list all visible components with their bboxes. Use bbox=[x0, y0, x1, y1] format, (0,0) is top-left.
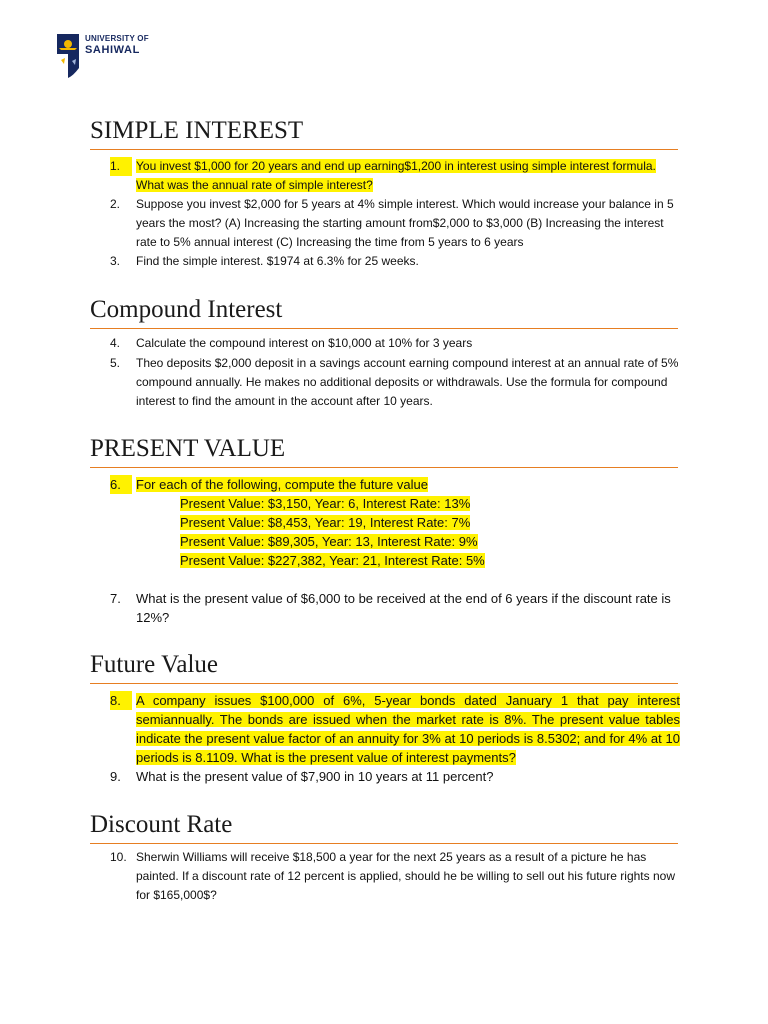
question-text: A company issues $100,000 of 6%, 5-year bonds dated January 1 that pay interest semiannually. The bonds are issued when the market rate is 8%. The present value tables indicate the present value factor of an annuity for 3% at 10 periods is 8.5302; and for 4% at 10 periods is 8.1109. What is the present value of interest payments? bbox=[136, 693, 680, 765]
question-1 bbox=[110, 157, 680, 195]
question-number: 1. bbox=[110, 157, 132, 176]
question-number: 5. bbox=[110, 356, 121, 370]
question-8 bbox=[110, 691, 680, 767]
question-2 bbox=[110, 195, 680, 252]
university-logo bbox=[55, 30, 150, 86]
question-text: What is the present value of $6,000 to be received at the end of 6 years if the discount rate is 12%? bbox=[136, 591, 671, 625]
shield-crest-icon bbox=[55, 30, 81, 86]
question-10 bbox=[110, 848, 680, 905]
question-6 bbox=[110, 475, 680, 494]
question-text: What is the present value of $7,900 in 10 years at 11 percent? bbox=[136, 769, 494, 784]
logo-text-line2: SAHIWAL bbox=[85, 44, 140, 56]
question-9 bbox=[110, 767, 680, 786]
question-6-item: Present Value: $89,305, Year: 13, Interest Rate: 9% bbox=[180, 534, 478, 549]
section-heading-simple-interest: SIMPLE INTEREST bbox=[90, 116, 678, 150]
question-number: 2. bbox=[110, 197, 121, 211]
question-text: For each of the following, compute the future value bbox=[136, 477, 428, 492]
section-heading-compound-interest: Compound Interest bbox=[90, 295, 678, 329]
question-6-item: Present Value: $227,382, Year: 21, Interest Rate: 5% bbox=[180, 553, 485, 568]
question-number: 3. bbox=[110, 254, 121, 268]
section-heading-future-value: Future Value bbox=[90, 650, 678, 684]
question-number: 7. bbox=[110, 591, 121, 606]
question-number: 8. bbox=[110, 691, 132, 710]
question-number: 10. bbox=[110, 850, 127, 864]
question-text: Theo deposits $2,000 deposit in a savings account earning compound interest at an annual rate of 5% compound annually. He makes no additional deposits or withdrawals. Use the formula for compound interest to find the amount in the account after 10 years. bbox=[136, 356, 679, 408]
question-number: 6. bbox=[110, 475, 132, 494]
question-5 bbox=[110, 354, 680, 411]
question-6-item: Present Value: $8,453, Year: 19, Interest Rate: 7% bbox=[180, 515, 471, 530]
logo-text-line1: UNIVERSITY OF bbox=[85, 34, 149, 43]
question-text: Sherwin Williams will receive $18,500 a year for the next 25 years as a result of a picture he has painted. If a discount rate of 12 percent is applied, should he be willing to sell out his future rights now for $165,000$? bbox=[136, 850, 675, 902]
question-text: You invest $1,000 for 20 years and end up earning$1,200 in interest using simple interest formula. bbox=[136, 159, 656, 173]
question-text: Calculate the compound interest on $10,000 at 10% for 3 years bbox=[136, 336, 473, 350]
section-heading-present-value: PRESENT VALUE bbox=[90, 434, 678, 468]
question-6-item: Present Value: $3,150, Year: 6, Interest Rate: 13% bbox=[180, 496, 471, 511]
question-number: 9. bbox=[110, 769, 121, 784]
question-text: Find the simple interest. $1974 at 6.3% for 25 weeks. bbox=[136, 254, 419, 268]
question-number: 4. bbox=[110, 336, 121, 350]
question-4 bbox=[110, 334, 680, 353]
question-text-cont: What was the annual rate of simple interest? bbox=[136, 178, 373, 192]
question-7 bbox=[110, 589, 680, 627]
section-heading-discount-rate: Discount Rate bbox=[90, 810, 678, 844]
question-text: Suppose you invest $2,000 for 5 years at 4% simple interest. Which would increase your balance in 5 years the most? (A) Increasing the starting amount from$2,000 to $3,000 (B) Increasing the interest rate to 5% annual interest (C) Increasing the time from 5 years to 6 years bbox=[136, 197, 674, 249]
question-3 bbox=[110, 252, 680, 271]
